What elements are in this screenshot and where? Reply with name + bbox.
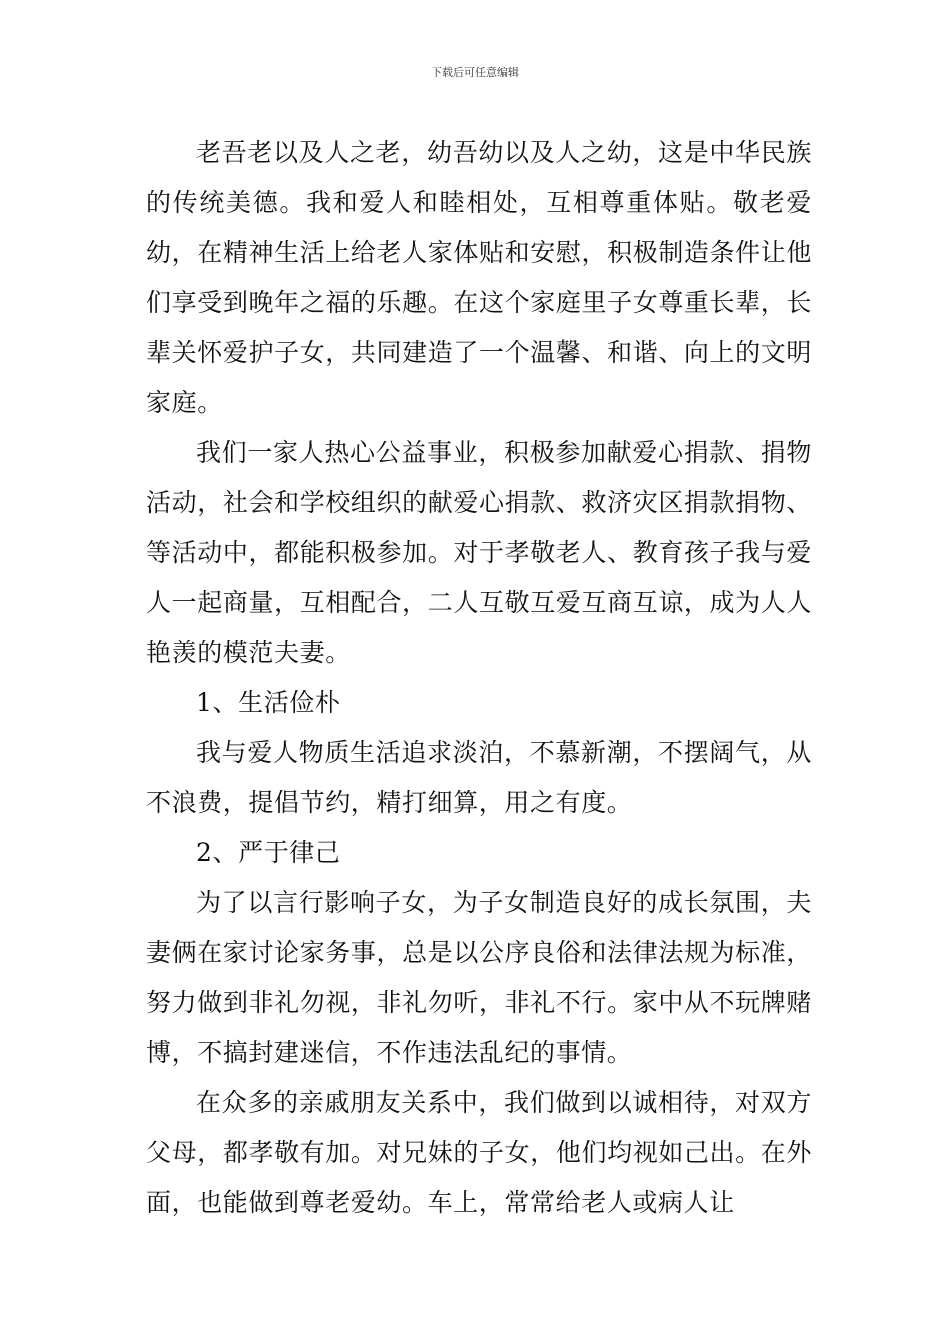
paragraph-self-discipline: 为了以言行影响子女，为子女制造良好的成长氛围，夫妻俩在家讨论家务事，总是以公序良俗和法律法规为标准，努力做到非礼勿视，非礼勿听，非礼不行。家中从不玩牌赌博，不搞封建迷信，不作违法乱纪的事情。 xyxy=(146,888,812,1067)
paragraph-respect-elders: 老吾老以及人之老，幼吾幼以及人之幼，这是中华民族的传统美德。我和爱人和睦相处，互相尊重体贴。敬老爱幼，在精神生活上给老人家体贴和安慰，积极制造条件让他们享受到晚年之福的乐趣。在这个家庭里子女尊重长辈，长辈关怀爱护子女，共同建造了一个温馨、和谐、向上的文明家庭。 xyxy=(146,138,812,417)
section-heading-frugal-living: 1、生活俭朴 xyxy=(196,688,341,717)
document-body xyxy=(146,128,812,1228)
section-heading-self-discipline: 2、严于律己 xyxy=(196,838,341,867)
paragraph-relatives: 在众多的亲戚朋友关系中，我们做到以诚相待，对双方父母，都孝敬有加。对兄妹的子女，他们均视如己出。在外面，也能做到尊老爱幼。车上，常常给老人或病人让 xyxy=(146,1088,812,1217)
paragraph-frugal-living: 我与爱人物质生活追求淡泊，不慕新潮，不摆阔气，从不浪费，提倡节约，精打细算，用之有度。 xyxy=(146,738,812,817)
paragraph-public-welfare: 我们一家人热心公益事业，积极参加献爱心捐款、捐物活动，社会和学校组织的献爱心捐款、救济灾区捐款捐物、等活动中，都能积极参加。对于孝敬老人、教育孩子我与爱人一起商量，互相配合，二人互敬互爱互商互谅，成为人人艳羡的模范夫妻。 xyxy=(146,438,812,667)
page-header-note: 下载后可任意编辑 xyxy=(431,66,519,79)
